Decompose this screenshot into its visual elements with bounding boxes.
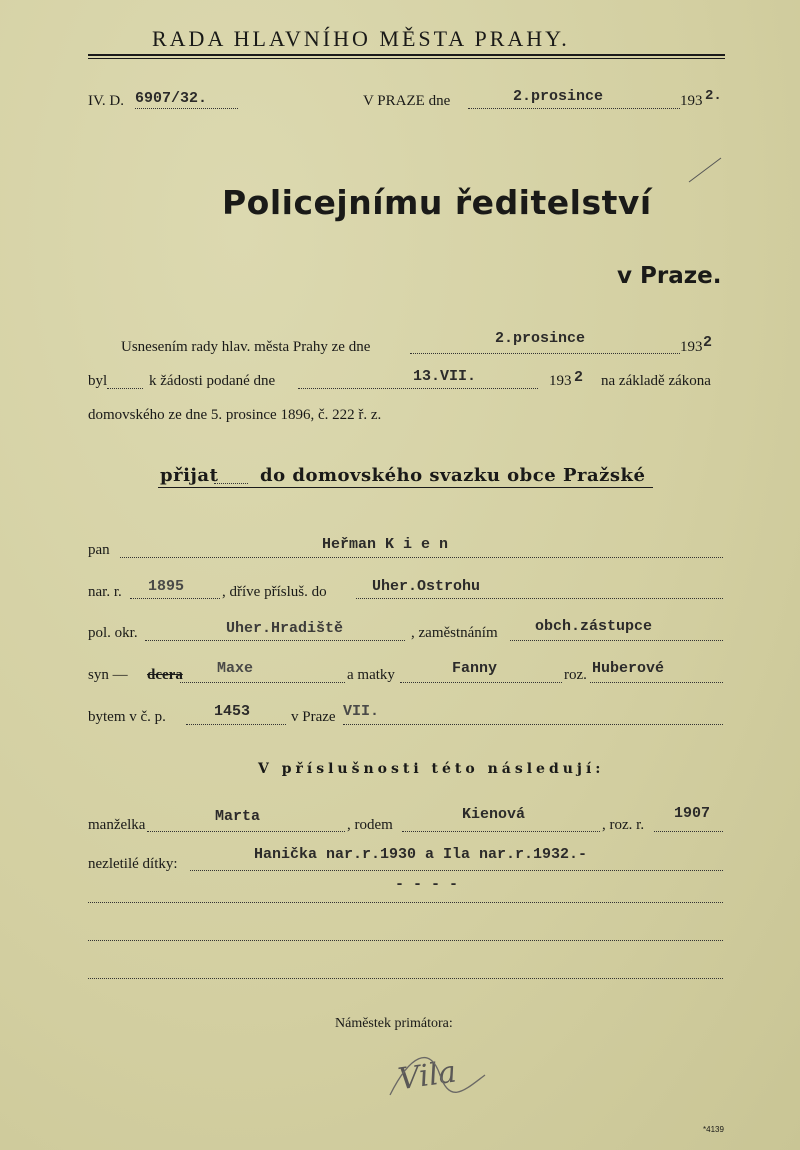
resolution-year-prefix: 193 bbox=[680, 339, 703, 355]
ref-number: 6907/32. bbox=[135, 90, 208, 107]
birth-label: nar. r. bbox=[88, 584, 122, 600]
ref-dots bbox=[135, 108, 238, 109]
wife-born-label: , rodem bbox=[347, 817, 393, 833]
wife-born-name: Kienová bbox=[462, 806, 526, 823]
mother-label: a matky bbox=[347, 667, 395, 683]
house-number: 1453 bbox=[214, 703, 251, 720]
maiden-name: Huberové bbox=[592, 660, 665, 677]
birth-dots bbox=[130, 598, 220, 599]
district: Uher.Hradiště bbox=[226, 620, 344, 637]
house-dots bbox=[186, 724, 286, 725]
accepted-rest: do domovského svazku obce Pražské bbox=[260, 465, 646, 486]
former-dots bbox=[356, 598, 723, 599]
district-label: pol. okr. bbox=[88, 625, 138, 641]
accepted-word: přijat bbox=[160, 465, 219, 486]
father-name: Maxe bbox=[217, 660, 254, 677]
former-label: , dříve přísluš. do bbox=[222, 584, 327, 600]
son-label: syn — bbox=[88, 667, 128, 683]
occupation: obch.zástupce bbox=[535, 618, 653, 635]
pencil-mark bbox=[685, 155, 725, 185]
wife-year-dots bbox=[654, 831, 723, 832]
resolution-year-digit: 2 bbox=[703, 334, 713, 351]
issue-date: 2.prosince bbox=[513, 88, 604, 105]
header-rule-top bbox=[88, 54, 725, 56]
father-dots bbox=[180, 682, 345, 683]
signature-label: Náměstek primátora: bbox=[335, 1016, 453, 1031]
place-date-label: V PRAZE dne bbox=[363, 93, 451, 109]
handwritten-signature bbox=[380, 1035, 500, 1105]
children-dots bbox=[190, 870, 723, 871]
pan-dots bbox=[120, 557, 723, 558]
request-date: 13.VII. bbox=[413, 368, 477, 385]
was-label: byl bbox=[88, 373, 108, 389]
request-year-prefix: 193 bbox=[549, 373, 572, 389]
wife-year-label: , roz. r. bbox=[602, 817, 645, 833]
pan-label: pan bbox=[88, 542, 110, 558]
accepted-dots bbox=[214, 483, 248, 484]
issue-year-digit: 2. bbox=[705, 88, 722, 104]
children-names: Hanička nar.r.1930 a Ila nar.r.1932.- bbox=[254, 846, 588, 863]
form-number: *4139 bbox=[703, 1125, 724, 1134]
law-reference: domovského ze dne 5. prosince 1896, č. 222 ř. z. bbox=[88, 407, 382, 423]
svg-text:Vila: Vila bbox=[395, 1054, 459, 1098]
resolution-dots bbox=[410, 353, 680, 354]
followers-heading: V příslušnosti této následují: bbox=[258, 761, 605, 777]
praha-district-label: v Praze bbox=[291, 709, 336, 725]
header-rule-bottom bbox=[88, 58, 725, 59]
children-label: nezletilé dítky: bbox=[88, 856, 178, 872]
district-dots bbox=[145, 640, 405, 641]
blank-line-3 bbox=[88, 978, 723, 979]
occupation-dots bbox=[510, 640, 723, 641]
praha-district: VII. bbox=[343, 703, 380, 720]
mother-dots bbox=[400, 682, 562, 683]
authority-header: RADA HLAVNÍHO MĚSTA PRAHY. bbox=[152, 26, 570, 51]
request-label: k žádosti podané dne bbox=[149, 373, 276, 389]
wife-born-dots bbox=[402, 831, 600, 832]
wife-name: Marta bbox=[215, 808, 261, 825]
struck-word: dcera bbox=[147, 667, 183, 683]
blank-line-2 bbox=[88, 940, 723, 941]
ref-prefix: IV. D. bbox=[88, 93, 124, 109]
wife-label: manželka bbox=[88, 817, 146, 833]
accepted-underline bbox=[158, 487, 653, 488]
person-name: Heřman K i e n bbox=[322, 536, 449, 553]
maiden-dots bbox=[590, 682, 723, 683]
law-basis-label: na základě zákona bbox=[601, 373, 711, 389]
addressee-place: v Praze. bbox=[617, 263, 722, 289]
resolution-label: Usnesením rady hlav. města Prahy ze dne bbox=[121, 339, 371, 355]
residence-label: bytem v č. p. bbox=[88, 709, 166, 725]
date-dots bbox=[468, 108, 680, 109]
maiden-label: roz. bbox=[564, 667, 587, 683]
birth-year: 1895 bbox=[148, 578, 185, 595]
blank-line-1 bbox=[88, 902, 723, 903]
request-year-digit: 2 bbox=[574, 369, 584, 386]
was-dots bbox=[107, 388, 143, 389]
resolution-date: 2.prosince bbox=[495, 330, 586, 347]
occupation-label: , zaměstnáním bbox=[411, 625, 498, 641]
former-place: Uher.Ostrohu bbox=[372, 578, 481, 595]
wife-year: 1907 bbox=[674, 805, 711, 822]
mother-name: Fanny bbox=[452, 660, 498, 677]
request-dots bbox=[298, 388, 538, 389]
addressee-title: Policejnímu ředitelství bbox=[222, 183, 652, 222]
children-dashes: - - - - bbox=[395, 876, 459, 893]
praha-district-dots bbox=[343, 724, 723, 725]
issue-year-prefix: 193 bbox=[680, 93, 703, 109]
wife-dots bbox=[147, 831, 345, 832]
